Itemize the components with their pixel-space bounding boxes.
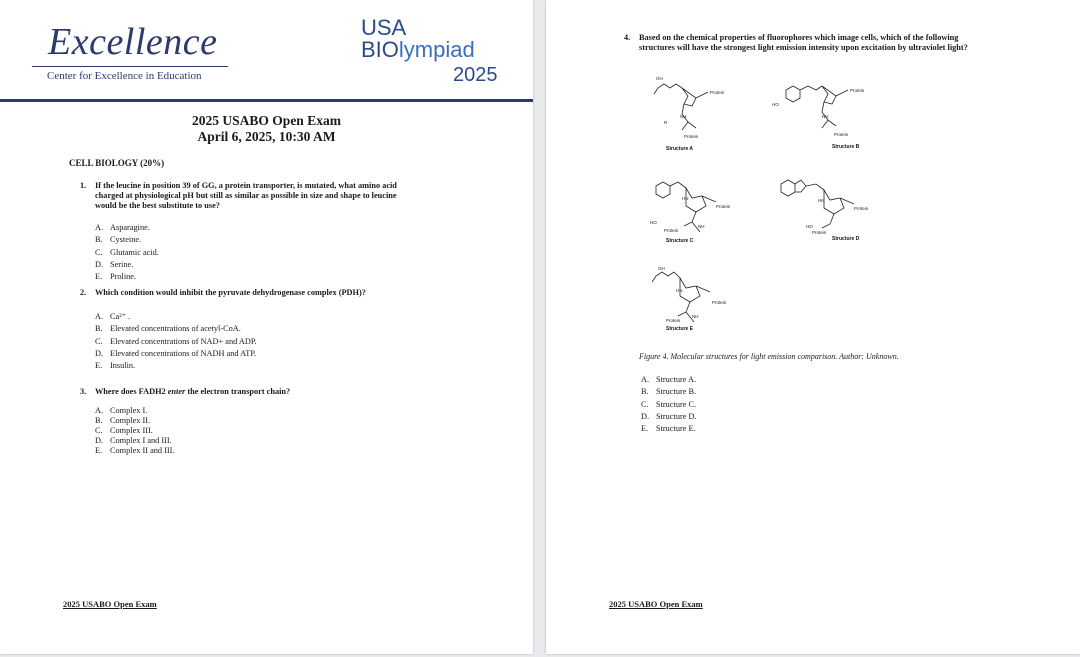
- answer-option[interactable]: E. Insulin.: [95, 361, 136, 371]
- question-3-options: [95, 406, 175, 456]
- logo-divider: [32, 66, 228, 67]
- question-4: [624, 33, 1064, 55]
- olympiad-logo-year: 2025: [453, 64, 498, 86]
- chem-label: Protein: [684, 134, 699, 139]
- olympiad-logo-lympiad: lympiad: [398, 37, 475, 62]
- question-number: 4.: [624, 33, 631, 42]
- olympiad-logo-usa: USA: [361, 15, 407, 40]
- emphasis: enter: [167, 387, 186, 396]
- question-text: Which condition would inhibit the pyruvate dehydrogenase complex (PDH)?: [95, 288, 366, 297]
- excellence-logo: Excellence: [48, 21, 218, 63]
- question-text: [95, 181, 397, 211]
- answer-option[interactable]: C. Complex III.: [95, 426, 153, 435]
- exam-page-1: [0, 0, 533, 654]
- question-line: would be the best substitute to use?: [95, 201, 220, 210]
- chem-label: Protein: [710, 90, 725, 95]
- chem-label: Protein: [834, 132, 849, 137]
- exam-page-2: [546, 0, 1080, 654]
- structure-a-diagram: [654, 84, 708, 130]
- question-1-options: [95, 222, 159, 283]
- structure-d-label: Structure D: [832, 236, 860, 242]
- question-1: [80, 181, 520, 213]
- header-rule: [0, 99, 533, 102]
- chem-label: HO: [650, 220, 657, 225]
- chem-label: Protein: [712, 300, 727, 305]
- section-heading: CELL BIOLOGY (20%): [69, 158, 165, 168]
- question-2: [80, 288, 520, 300]
- structure-a-label: Structure A: [666, 146, 694, 152]
- question-number: 3.: [80, 387, 87, 396]
- answer-option[interactable]: A. Complex I.: [95, 406, 148, 415]
- answer-option[interactable]: E. Structure E.: [641, 424, 696, 434]
- question-4-options: [641, 374, 697, 435]
- figure-caption: Figure 4. Molecular structures for light emission comparison. Author: Unknown.: [639, 352, 899, 361]
- olympiad-logo-name: [361, 38, 475, 62]
- answer-option[interactable]: D. Serine.: [95, 259, 134, 269]
- chem-label: Protein: [716, 204, 731, 209]
- answer-option[interactable]: C. Structure C.: [641, 399, 697, 409]
- olympiad-logo-bio: BIO: [361, 37, 399, 62]
- answer-option[interactable]: E. Complex II and III.: [95, 446, 175, 455]
- answer-option[interactable]: B. Structure B.: [641, 387, 697, 397]
- question-text: Where does FADH2 enter the electron transport chain?: [95, 387, 291, 396]
- chem-label: Protein: [666, 318, 681, 323]
- answer-option[interactable]: E. Proline.: [95, 272, 137, 282]
- page-footer: 2025 USABO Open Exam: [63, 599, 157, 609]
- question-number: 1.: [80, 181, 87, 190]
- question-line: structures will have the strongest light emission intensity upon excitation by ultraviolet light?: [639, 43, 968, 52]
- answer-option[interactable]: A. Structure A.: [641, 375, 697, 384]
- exam-date: April 6, 2025, 10:30 AM: [197, 129, 336, 144]
- chem-label: HO: [772, 102, 779, 107]
- answer-option[interactable]: D. Elevated concentrations of NADH and ATP.: [95, 348, 257, 358]
- question-3: [80, 387, 520, 399]
- page-footer: 2025 USABO Open Exam: [609, 599, 703, 609]
- logo-subtitle: Center for Excellence in Education: [47, 70, 202, 82]
- question-text: [639, 33, 968, 53]
- answer-option[interactable]: C. Glutamic acid.: [95, 247, 159, 257]
- structure-d-diagram: [781, 180, 854, 228]
- chem-label: Protein: [850, 88, 865, 93]
- question-line: If the leucine in position 39 of GG, a protein transporter, is mutated, what amino acid: [95, 181, 397, 190]
- question-2-options: [95, 311, 257, 372]
- structure-e-diagram: [652, 272, 710, 322]
- structure-e-label: Structure E: [666, 326, 693, 332]
- chem-label: HO: [806, 224, 813, 229]
- molecular-structures-figure: [636, 66, 926, 342]
- answer-option[interactable]: A. Ca²⁺ .: [95, 312, 131, 321]
- chem-label: OH: [658, 266, 665, 271]
- answer-option[interactable]: B. Complex II.: [95, 416, 151, 425]
- chem-label: HN: [676, 288, 683, 293]
- structure-c-label: Structure C: [666, 238, 694, 244]
- chem-label: NH: [680, 114, 687, 119]
- chem-label: NH: [822, 114, 829, 119]
- structure-b-diagram: [786, 86, 848, 128]
- chem-label: HN: [818, 198, 825, 203]
- answer-option[interactable]: B. Cysteine.: [95, 235, 142, 245]
- answer-option[interactable]: C. Elevated concentrations of NAD+ and ADP.: [95, 336, 257, 346]
- answer-option[interactable]: B. Elevated concentrations of acetyl-CoA.: [95, 324, 241, 334]
- chem-label: OH: [656, 76, 663, 81]
- chem-label: NH: [692, 314, 699, 319]
- question-line: Based on the chemical properties of fluorophores which image cells, which of the following: [639, 33, 959, 42]
- question-line: charged at physiological pH but still as similar as possible in size and shape to leucine: [95, 191, 397, 200]
- answer-option[interactable]: A. Asparagine.: [95, 223, 150, 232]
- question-number: 2.: [80, 288, 87, 297]
- structure-b-label: Structure B: [832, 144, 860, 150]
- answer-option[interactable]: D. Complex I and III.: [95, 436, 172, 445]
- chem-label: Protein: [812, 230, 827, 235]
- chem-label: HN: [682, 196, 689, 201]
- exam-title: 2025 USABO Open Exam: [192, 113, 341, 128]
- chem-label: Protein: [854, 206, 869, 211]
- chem-label: Protein: [664, 228, 679, 233]
- chem-label: NH: [698, 224, 705, 229]
- structure-c-diagram: [656, 182, 716, 232]
- answer-option[interactable]: D. Structure D.: [641, 411, 697, 421]
- chem-label: R: [664, 120, 668, 125]
